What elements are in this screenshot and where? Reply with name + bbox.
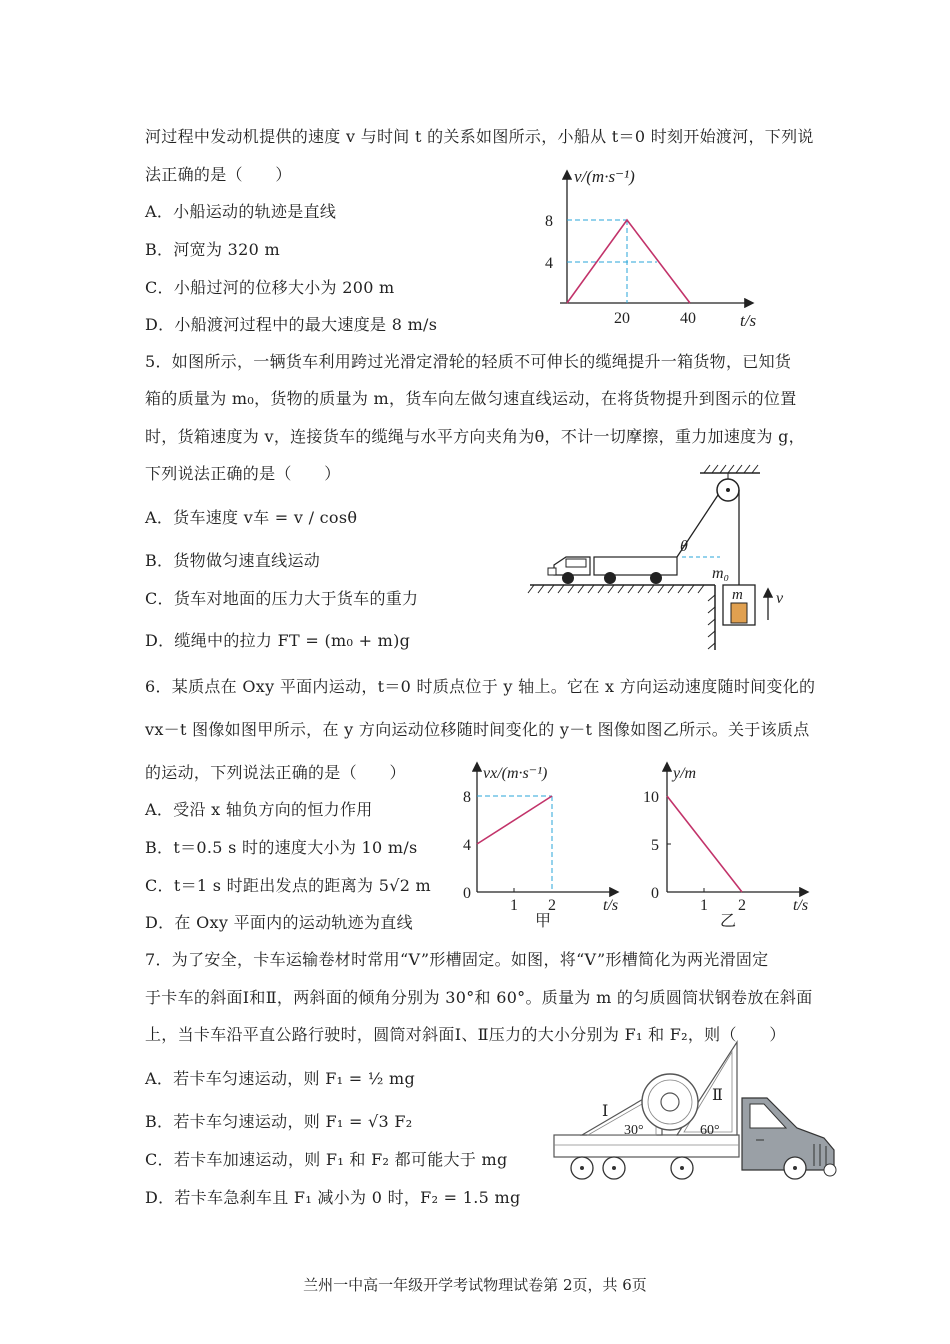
q7-stem-line2: 于卡车的斜面Ⅰ和Ⅱ，两斜面的倾角分别为 30°和 60°。质量为 m 的匀质圆筒状钢卷放在斜面 xyxy=(145,988,813,1007)
q6a-ylabel: vx/(m·s⁻¹) xyxy=(483,765,548,782)
q7-option-a[interactable]: A．若卡车匀速运动，则 F₁ = ½ mg xyxy=(145,1069,416,1088)
q4-vt-graph xyxy=(530,160,770,335)
q6-graph-jia xyxy=(455,758,630,933)
q6b-xtick-2: 2 xyxy=(738,897,746,914)
q4-xtick-40: 40 xyxy=(680,310,696,327)
q4-xtick-20: 20 xyxy=(614,310,630,327)
q6b-ytick-5: 5 xyxy=(651,837,659,854)
q6-option-c[interactable]: C．t＝1 s 时距出发点的距离为 5√2 m xyxy=(145,876,432,895)
truck-wheel-1 xyxy=(562,572,574,584)
q6a-ytick-4: 4 xyxy=(463,837,471,854)
q6a-xtick-1: 1 xyxy=(510,897,518,914)
q6b-xlabel: t/s xyxy=(793,897,809,914)
theta-label: θ xyxy=(680,538,688,555)
q6-stem-line2: vx－t 图像如图甲所示，在 y 方向运动位移随时间变化的 y－t 图像如图乙所示。关于该质点 xyxy=(145,720,810,739)
q4-ylabel: v/(m·s⁻¹) xyxy=(574,167,635,186)
incline-2-label: Ⅱ xyxy=(712,1087,723,1104)
cargo xyxy=(731,603,747,623)
v-label: v xyxy=(776,590,784,607)
q5-stem-line1: 5．如图所示，一辆货车利用跨过光滑定滑轮的轻质不可伸长的缆绳提升一箱货物，已知货 xyxy=(145,352,792,371)
q5-stem-line4: 下列说法正确的是（ ） xyxy=(145,464,341,483)
m-label: m xyxy=(732,587,743,603)
q7-option-c[interactable]: C．若卡车加速运动，则 F₁ 和 F₂ 都可能大于 mg xyxy=(145,1150,508,1169)
q6-stem-line1: 6．某质点在 Oxy 平面内运动，t＝0 时质点位于 y 轴上。它在 x 方向运动速度随时间变化的 xyxy=(145,677,816,696)
q6-vx-line xyxy=(477,796,552,844)
q7-option-b[interactable]: B．若卡车匀速运动，则 F₁ = √3 F₂ xyxy=(145,1112,413,1131)
q6a-xlabel: t/s xyxy=(603,897,619,914)
q6b-caption: 乙 xyxy=(720,913,737,930)
angle-30: 30° xyxy=(624,1123,644,1138)
q7-truck-figure xyxy=(552,1040,842,1190)
q6-stem-line3: 的运动，下列说法正确的是（ ） xyxy=(145,763,406,782)
q6a-ytick-8: 8 xyxy=(463,789,471,806)
m0-label: m₀ xyxy=(712,565,730,582)
q6a-caption: 甲 xyxy=(535,913,552,930)
q5-stem-line2: 箱的质量为 m₀，货物的质量为 m，货车向左做匀速直线运动，在将货物提升到图示的位置 xyxy=(145,389,797,408)
q6-graph-yi xyxy=(645,758,820,933)
q6a-xtick-2: 2 xyxy=(548,897,556,914)
q4-option-a[interactable]: A．小船运动的轨迹是直线 xyxy=(145,202,337,221)
truck-wheel-3 xyxy=(650,572,662,584)
q4-ytick-4: 4 xyxy=(545,255,553,272)
incline-1-label: Ⅰ xyxy=(602,1103,609,1120)
q4-xlabel: t/s xyxy=(740,311,757,330)
q6-option-b[interactable]: B．t＝0.5 s 时的速度大小为 10 m/s xyxy=(145,838,418,857)
q6-y-line xyxy=(667,796,742,892)
q4-option-c[interactable]: C．小船过河的位移大小为 200 m xyxy=(145,278,395,297)
truck-bed xyxy=(594,557,677,575)
truck-flatbed xyxy=(554,1135,739,1157)
q5-truck-pulley-figure xyxy=(530,465,800,655)
q7-stem-line3: 上，当卡车沿平直公路行驶时，圆筒对斜面Ⅰ、Ⅱ压力的大小分别为 F₁ 和 F₂，则（ ） xyxy=(145,1025,786,1044)
q7-stem-line1: 7．为了安全，卡车运输卷材时常用“V”形槽固定。如图，将“V”形槽简化为两光滑固定 xyxy=(145,950,769,969)
q6-option-d[interactable]: D．在 Oxy 平面内的运动轨迹为直线 xyxy=(145,913,413,932)
page-footer: 兰州一中高一年级开学考试物理试卷第 2页，共 6页 xyxy=(303,1276,647,1294)
q6a-ytick-0: 0 xyxy=(463,885,471,902)
q6b-xtick-1: 1 xyxy=(700,897,708,914)
q7-option-d[interactable]: D．若卡车急刹车且 F₁ 减小为 0 时，F₂ = 1.5 mg xyxy=(145,1188,521,1207)
q5-option-a[interactable]: A．货车速度 v车 = v / cosθ xyxy=(145,508,358,527)
q5-option-b[interactable]: B．货物做匀速直线运动 xyxy=(145,551,321,570)
q4-ytick-8: 8 xyxy=(545,213,553,230)
q4-option-b[interactable]: B．河宽为 320 m xyxy=(145,240,280,259)
q6b-ytick-10: 10 xyxy=(643,789,659,806)
q4-stem-line1: 河过程中发动机提供的速度 v 与时间 t 的关系如图所示，小船从 t＝0 时刻开始渡河，下列说 xyxy=(145,127,814,146)
q6-option-a[interactable]: A．受沿 x 轴负方向的恒力作用 xyxy=(145,800,373,819)
q4-option-d[interactable]: D．小船渡河过程中的最大速度是 8 m/s xyxy=(145,315,438,334)
q5-option-c[interactable]: C．货车对地面的压力大于货车的重力 xyxy=(145,589,419,608)
q6b-ylabel: y/m xyxy=(673,765,697,782)
truck-wheel-2 xyxy=(604,572,616,584)
angle-60: 60° xyxy=(700,1123,720,1138)
q5-stem-line3: 时，货箱速度为 v，连接货车的缆绳与水平方向夹角为θ，不计一切摩擦，重力加速度为 g， xyxy=(145,427,805,446)
q6b-ytick-0: 0 xyxy=(651,885,659,902)
q5-option-d[interactable]: D．缆绳中的拉力 FT = (m₀ + m)g xyxy=(145,631,411,650)
q4-stem-line2: 法正确的是（ ） xyxy=(145,165,292,184)
